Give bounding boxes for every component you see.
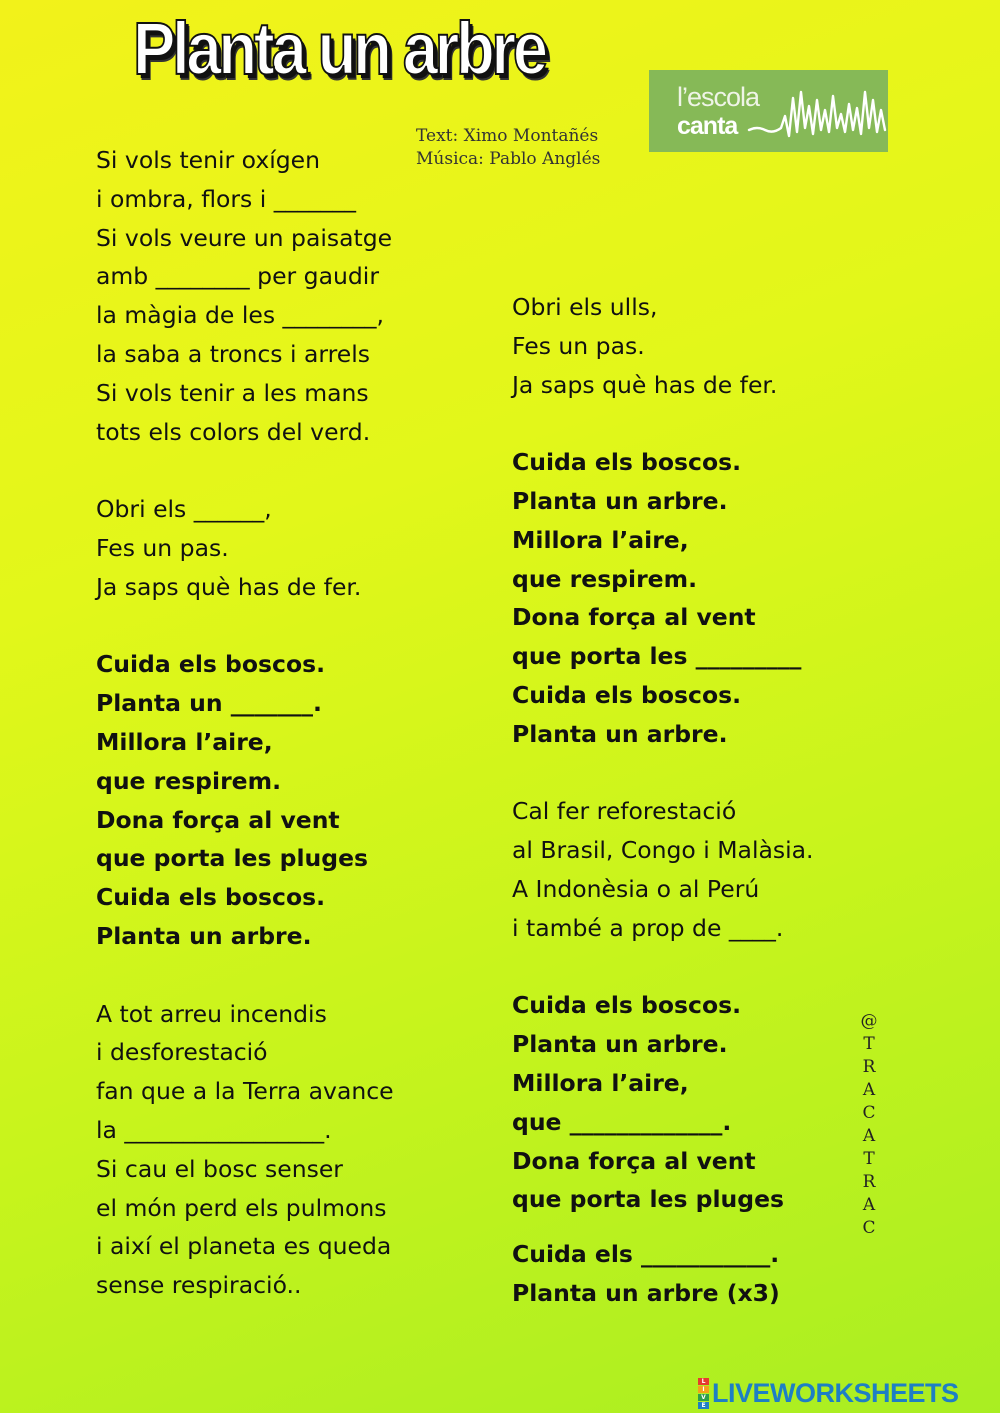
lyric-line: i desforestació	[96, 1038, 268, 1067]
chorus-line: Cuida els ___________.	[512, 1240, 780, 1269]
lyric-line: Si vols tenir a les mans	[96, 378, 369, 407]
lyric-line: A Indonèsia o al Perú	[512, 874, 760, 903]
lyric-line: i així el planeta es queda	[96, 1232, 392, 1261]
chorus-line: que respirem.	[512, 564, 698, 593]
chorus-line: Planta un arbre.	[96, 921, 312, 950]
vertical-credit-char: R	[862, 1057, 876, 1077]
vertical-credit-char: T	[863, 1034, 875, 1054]
vertical-credit	[859, 1010, 879, 1240]
lyric-line: Fes un pas.	[512, 331, 645, 360]
chorus-line: Dona força al vent	[96, 805, 340, 834]
chorus-2	[512, 443, 852, 753]
lyric-line: Cal fer reforestació	[512, 797, 737, 826]
liveworksheets-brand[interactable]: LIVEWORKSHEETS	[712, 1377, 959, 1408]
chorus-line: Millora l’aire,	[512, 1068, 689, 1097]
vertical-credit-char: A	[862, 1126, 876, 1146]
vertical-credit-char: R	[862, 1172, 876, 1192]
vertical-credit-char: A	[862, 1080, 876, 1100]
lyric-line: la saba a troncs i arrels	[96, 339, 370, 368]
chorus-1	[96, 645, 496, 955]
lyric-line: el món perd els pulmons	[96, 1193, 387, 1222]
lyric-line: Ja saps què has de fer.	[512, 370, 778, 399]
verse-4	[512, 288, 852, 404]
vertical-credit-char: C	[862, 1218, 876, 1238]
chorus-3	[512, 986, 852, 1312]
lyrics-right-column	[512, 288, 852, 1313]
lyric-line: tots els colors del verd.	[96, 417, 371, 446]
chorus-line: Cuida els boscos.	[512, 991, 741, 1020]
liveworksheets-icon	[698, 1378, 709, 1409]
lyric-line: al Brasil, Congo i Malàsia.	[512, 836, 814, 865]
chorus-line: Dona força al vent	[512, 603, 756, 632]
chorus-line: Planta un arbre.	[512, 1030, 728, 1059]
lyric-line: Fes un pas.	[96, 533, 229, 562]
verse-3	[96, 995, 496, 1305]
lyric-line: A tot arreu incendis	[96, 999, 327, 1028]
lyric-line: i ombra, flors i _______	[96, 184, 356, 213]
chorus-line: que porta les _________	[512, 642, 802, 671]
lyric-line: Si vols veure un paisatge	[96, 223, 393, 252]
lyric-line: amb ________ per gaudir	[96, 262, 379, 291]
icon-letter-i: I	[698, 1386, 709, 1393]
vertical-credit-char: A	[862, 1195, 876, 1215]
lyrics-left-column	[96, 141, 496, 1305]
verse-5	[512, 792, 852, 947]
chorus-line: Planta un arbre.	[512, 719, 728, 748]
lyric-line: Si cau el bosc senser	[96, 1154, 343, 1183]
lyrics-credit: Text: Ximo Montañés	[416, 126, 599, 146]
chorus-line: Cuida els boscos.	[96, 650, 325, 679]
lyric-line: Obri els ulls,	[512, 293, 658, 321]
chorus-line: que porta les pluges	[96, 844, 369, 873]
verse-1	[96, 141, 496, 451]
icon-letter-l: L	[698, 1378, 709, 1385]
chorus-line: Dona força al vent	[512, 1146, 756, 1175]
logo-line1: l’escola	[677, 82, 760, 112]
icon-letter-v: V	[698, 1394, 709, 1401]
chorus-line: Millora l’aire,	[96, 727, 273, 756]
chorus-line: Millora l’aire,	[512, 525, 689, 554]
lyric-line: Si vols tenir oxígen	[96, 146, 321, 174]
chorus-line: Cuida els boscos.	[512, 448, 741, 477]
lyric-line: sense respiració..	[96, 1271, 302, 1300]
lyric-line: la màgia de les ________,	[96, 301, 385, 330]
lyric-line: Ja saps què has de fer.	[96, 572, 362, 601]
escola-canta-logo	[649, 70, 888, 152]
music-credit: Música: Pablo Anglés	[416, 149, 601, 169]
vertical-credit-char: T	[863, 1149, 875, 1169]
lyric-line: fan que a la Terra avance	[96, 1077, 394, 1106]
chorus-line: Planta un arbre.	[512, 486, 728, 515]
liveworksheets-footer[interactable]	[698, 1378, 959, 1408]
chorus-line: Cuida els boscos.	[96, 883, 325, 912]
page-title: Planta un arbre	[133, 7, 545, 90]
chorus-line: Planta un _______.	[96, 689, 322, 718]
chorus-line: que porta les pluges	[512, 1185, 785, 1214]
chorus-line: Planta un arbre (x3)	[512, 1278, 780, 1307]
icon-letter-e: E	[698, 1402, 709, 1409]
chorus-line: que respirem.	[96, 766, 282, 795]
lyric-line: i també a prop de ____.	[512, 913, 784, 942]
chorus-line: que _____________.	[512, 1107, 732, 1136]
lyric-line: la _________________.	[96, 1115, 332, 1144]
vertical-credit-char: @	[860, 1011, 878, 1031]
chorus-line: Cuida els boscos.	[512, 680, 741, 709]
logo-line2: canta	[677, 112, 738, 140]
lyric-line: Obri els ______,	[96, 495, 272, 524]
verse-2	[96, 490, 496, 606]
vertical-credit-char: C	[862, 1103, 876, 1123]
